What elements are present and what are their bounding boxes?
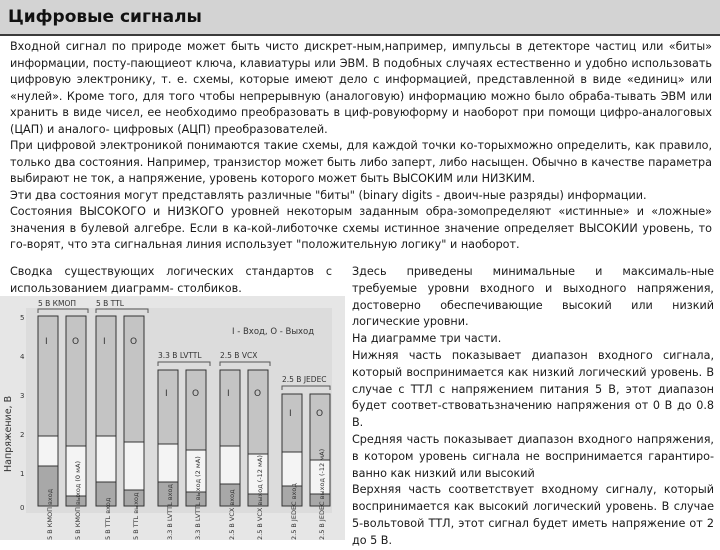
bar-section-mid [38, 436, 58, 466]
bar-section-high [248, 370, 268, 454]
bar-section-high [220, 370, 240, 446]
bar-section-high [66, 316, 86, 446]
intro-paragraph: Эти два состояния могут представлять различные "биты" (binary digits - двоич-ные разряды) информации. [10, 188, 647, 202]
bar-section-high [38, 316, 58, 436]
bar-label: 5 В TTL выход [132, 492, 140, 540]
input-marker: I [45, 337, 48, 347]
bar-section-mid [158, 444, 178, 482]
intro-paragraph: Состояния ВЫСОКОГО и НИЗКОГО уровней некоторым заданным обра-зомопределяют «истинные» и «ложные» значения в булевой алгебре. Если в ка-кой-либоточке схемы истинное значение определяет ВЫСОКИИ уровень, то го-ворят, что эта сигнальная линия использует "положительную логику" и наоборот. [10, 205, 712, 251]
y-tick-label: 1 [20, 470, 25, 478]
bar-section-mid [96, 436, 116, 482]
y-tick-label: 3 [20, 392, 25, 400]
y-axis-label: Напряжение, В [3, 395, 14, 472]
input-marker: I [103, 337, 106, 347]
y-tick-label: 5 [20, 314, 25, 322]
bar-section-mid [282, 452, 302, 486]
bar-section-high [124, 316, 144, 442]
bar-section-mid [124, 442, 144, 490]
bar-label: 3.3 В LVTTL выход (2 мА) [194, 456, 202, 540]
right-paragraph: Нижняя часть показывает диапазон входного сигнала, который воспринимается как низкий логический уровень. В случае с ТТЛ с напряжением питания 5 В, этот диапазон будет соответ-ствоватьзначению напряжения от 0 В до 0.8 В. [352, 348, 714, 430]
bar-section-mid [220, 446, 240, 484]
right-paragraph: Здесь приведены минимальные и максималь-ные требуемые уровни входного и выходного напряжения, достоверно обеспечивающие высокий или низкий логические уровни. [352, 265, 714, 329]
bar-section-high [158, 370, 178, 444]
output-marker: O [130, 337, 138, 347]
bar-section-high [186, 370, 206, 450]
intro-paragraph: При цифровой электроникой понимаются такие схемы, для каждой точки ко-торыхможно определить, как правило, только два состояния. Например, транзистор может быть либо заперт, либо насыщен. Обычно в качестве параметра выбирают не ток, а напряжение, уровень которого может быть ВЫСОКИМ или НИЗКИМ. [10, 139, 712, 185]
bar-label: 2.5 В VCX выход (-12 мА) [256, 455, 264, 540]
figure-legend: I - Вход, O - Выход [232, 327, 315, 337]
group-label-25v-jedec: 2.5 В JEDEC [282, 375, 327, 384]
group-label-5v-ttl: 5 В TTL [96, 299, 124, 308]
bar-label: 5 В КМОП вход [46, 488, 54, 540]
input-marker: I [289, 409, 292, 419]
bar-label: 2.5 В JEDEC вход [290, 483, 298, 540]
output-marker: O [254, 389, 262, 399]
y-tick-label: 0 [20, 504, 25, 512]
bar-label: 5 В TTL вход [104, 497, 112, 540]
title-bar [0, 0, 720, 36]
input-marker: I [165, 389, 168, 399]
right-column-text [352, 264, 714, 550]
y-tick-label: 2 [20, 431, 25, 439]
output-marker: O [192, 389, 200, 399]
right-paragraph: Верхняя часть соответствует входному сигналу, который воспринимается как высокий логический уровень. В случае 5-вольтовой ТТЛ, этот сигнал будет иметь напряжение от 2 до 5 В. [352, 483, 714, 547]
bar-label: 2.5 В JEDEC выход (-12 мА) [318, 448, 326, 540]
y-tick-label: 4 [20, 353, 25, 361]
bar-label: 3.3 В LVTTL вход [166, 484, 174, 540]
bar-section-high [282, 394, 302, 452]
output-marker: O [72, 337, 80, 347]
output-marker: O [316, 409, 324, 419]
intro-paragraph: Входной сигнал по природе может быть чисто дискрет-ным,например, импульсы в детекторе частиц или «биты» информации, посту-пающиеот ключа, клавиатуры или ЭВМ. В подобных случаях естественно и удобно использовать цифровую электронику, т. е. схемы, которые имеют дело с информацией, представленной в виде «единиц» или «нулей». Кроме того, для того чтобы непрерывную (аналоговую) информацию можно было обраба-тывать ЭВМ или хранить в виде чисел, ее необходимо преобразовать в циф-ровуюформу и наоборот при помощи цифро-аналоговых (ЦАП) и аналого- цифровых (АЦП) преобразователей. [10, 40, 712, 136]
group-label-25v-vcx: 2.5 В VCX [220, 351, 258, 360]
logic-levels-diagram [0, 296, 345, 540]
group-label-33v-lvttl: 3.3 В LVTTL [158, 351, 202, 360]
input-marker: I [227, 389, 230, 399]
logic-levels-figure [0, 296, 345, 540]
intro-text [10, 39, 712, 254]
figure-caption: Сводка существующих логических стандартов с использованием диаграмм- столбиков. [10, 265, 332, 295]
group-label-5v-cmos: 5 В КМОП [38, 299, 77, 308]
right-paragraph: На диаграмме три части. [352, 332, 502, 346]
page-title: Цифровые сигналы [8, 7, 202, 27]
bar-section-high [96, 316, 116, 436]
bar-label: 2.5 В VCX вход [228, 489, 236, 540]
bar-label: 5 В КМОП выход (0 мА) [74, 461, 82, 540]
right-paragraph: Средняя часть показывает диапазон входного напряжения, в котором уровень сигнала не воспринимается гарантиро-ванно как низкий или высокий [352, 432, 714, 480]
